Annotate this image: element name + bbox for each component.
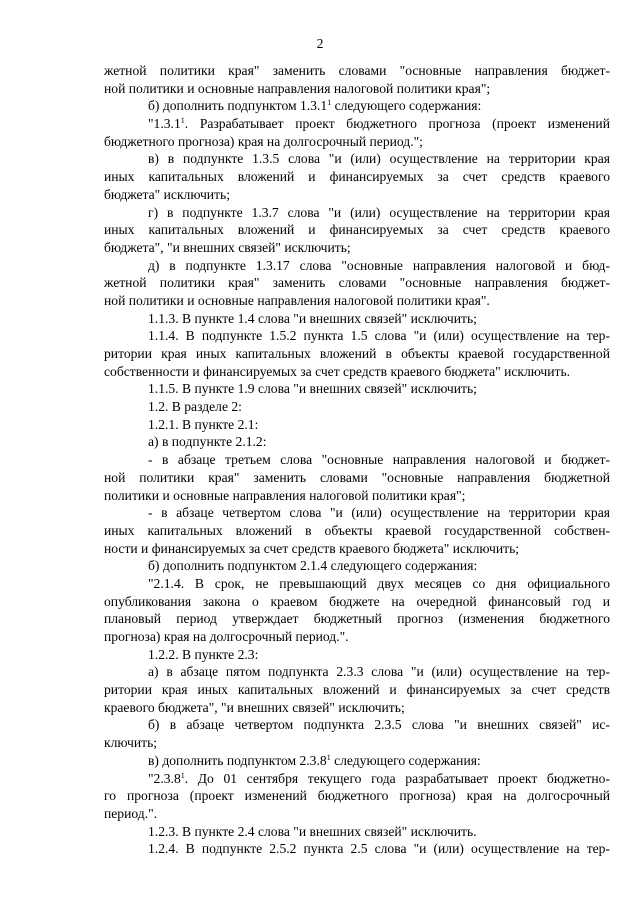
text-line: плановый период утверждает бюджетный прогноз (изменения бюджетного xyxy=(104,611,610,627)
text-line: 1.1.4. В подпункте 1.5.2 пункта 1.5 слова "и (или) осуществление на тер- xyxy=(148,328,610,344)
text-fragment: в) дополнить подпунктом 2.3.8 xyxy=(148,752,327,768)
text-fragment: . До 01 сентября текущего года разрабатывает проект бюджетно- xyxy=(184,770,610,786)
text-line: ритории края иных капитальных вложений и финансируемых за счет средств xyxy=(104,682,610,698)
text-line: прогноза) края на долгосрочный период.". xyxy=(104,629,349,644)
text-line: 1.1.3. В пункте 1.4 слова "и внешних связей" исключить; xyxy=(148,310,477,326)
superscript-index: 1 xyxy=(180,770,185,780)
text-line: ной политики и основные направления налоговой политики края". xyxy=(104,292,490,308)
text-line: - в абзаце четвертом слова "и (или) осуществление на территории края xyxy=(148,505,610,521)
text-fragment: следующего содержания: xyxy=(331,98,482,114)
text-line: бюджетного прогноза) края на долгосрочный период."; xyxy=(104,133,423,149)
text-line: го прогноза (проект изменений бюджетного прогноза) края на долгосрочный xyxy=(104,788,610,804)
text-line: д) в подпункте 1.3.17 слова "основные направления налоговой и бюд- xyxy=(148,257,610,273)
text-line: в) в подпункте 1.3.5 слова "и (или) осуществление на территории края xyxy=(148,151,610,167)
text-line: ритории края иных капитальных вложений в объекты краевой государственной xyxy=(104,346,610,361)
text-fragment: б) дополнить подпунктом 1.3.1 xyxy=(148,98,328,114)
text-line: ности и финансируемых за счет средств краевого бюджета" исключить; xyxy=(104,540,520,556)
text-line: период.". xyxy=(104,805,158,821)
superscript-index: 1 xyxy=(326,752,331,762)
document-body xyxy=(104,62,610,858)
text-line: 1.2.2. В пункте 2.3: xyxy=(148,646,259,662)
text-line: б) в абзаце четвертом подпункта 2.3.5 слова "и внешних связей" ис- xyxy=(148,717,610,733)
text-line: а) в абзаце пятом подпункта 2.3.3 слова "и (или) осуществление на тер- xyxy=(148,664,610,680)
text-fragment: "1.3.1 xyxy=(148,116,181,132)
text-line: иных капитальных вложений в объекты краевой государственной собствен- xyxy=(104,522,610,538)
text-line: жетной политики края" заменить словами "основные направления бюджет- xyxy=(104,275,610,291)
text-line: ключить; xyxy=(104,735,158,751)
text-line: опубликования закона о краевом бюджете на очередной финансовый год и xyxy=(104,593,610,609)
text-line: ной политики и основные направления налоговой политики края"; xyxy=(104,80,491,96)
text-line: б) дополнить подпунктом 2.1.4 следующего содержания: xyxy=(148,558,478,574)
text-line: г) в подпункте 1.3.7 слова "и (или) осуществление на территории края xyxy=(148,204,610,220)
text-line: бюджета" исключить; xyxy=(104,186,230,202)
superscript-index: 1 xyxy=(180,116,185,126)
text-line xyxy=(104,770,610,788)
text-line: бюджета", "и внешних связей" исключить; xyxy=(104,239,351,255)
text-line: а) в подпункте 2.1.2: xyxy=(148,434,267,450)
text-line: "2.1.4. В срок, не превышающий двух месяцев со дня официального xyxy=(148,575,610,591)
text-line: 1.2. В разделе 2: xyxy=(148,399,242,415)
text-line xyxy=(104,115,610,133)
text-line: 1.2.1. В пункте 2.1: xyxy=(148,416,259,432)
text-line: жетной политики края" заменить словами "основные направления бюджет- xyxy=(104,63,610,78)
text-fragment: следующего содержания: xyxy=(330,752,481,768)
text-line: 1.2.4. В подпункте 2.5.2 пункта 2.5 слова "и (или) осуществление на тер- xyxy=(148,841,610,857)
text-line: иных капитальных вложений и финансируемых за счет средств краевого xyxy=(104,169,610,185)
text-line: 1.1.5. В пункте 1.9 слова "и внешних связей" исключить; xyxy=(148,381,477,397)
text-line xyxy=(104,97,610,115)
text-line: собственности и финансируемых за счет средств краевого бюджета" исключить. xyxy=(104,363,571,379)
text-line: - в абзаце третьем слова "основные направления налоговой и бюджет- xyxy=(148,452,610,468)
page-number: 2 xyxy=(316,36,324,51)
text-fragment: "2.3.8 xyxy=(148,770,181,786)
text-line: иных капитальных вложений и финансируемых за счет средств краевого xyxy=(104,222,610,238)
text-line: политики и основные направления налоговой политики края"; xyxy=(104,487,466,503)
text-line: краевого бюджета", "и внешних связей" исключить; xyxy=(104,699,405,715)
text-fragment: . Разрабатывает проект бюджетного прогноза (проект изменений xyxy=(184,116,610,132)
superscript-index: 1 xyxy=(327,98,332,108)
text-line xyxy=(104,752,610,770)
text-line: ной политики края" заменить словами "основные направления бюджетной xyxy=(104,469,610,485)
text-line: 1.2.3. В пункте 2.4 слова "и внешних связей" исключить. xyxy=(148,823,477,839)
